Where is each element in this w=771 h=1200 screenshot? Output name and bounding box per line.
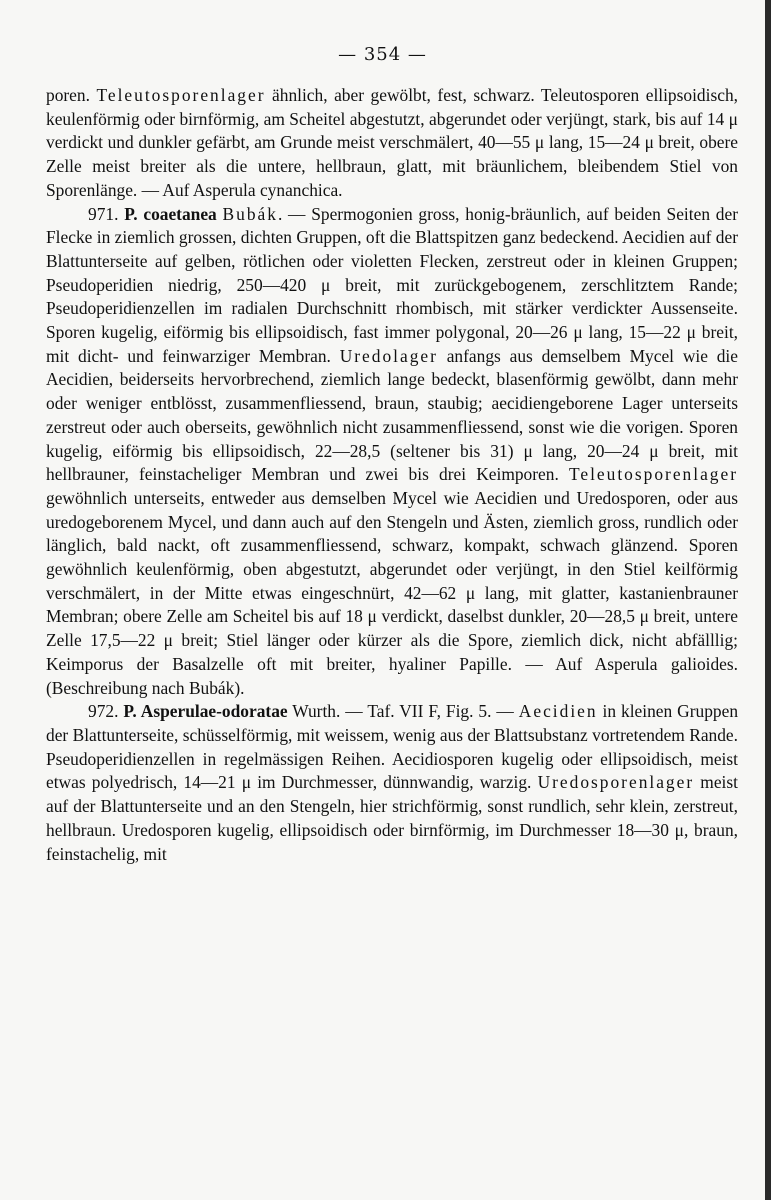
text-segment: Wurth. — Taf. VII F, Fig. 5. — [287,701,519,722]
text-segment: poren. [46,85,97,105]
text-segment: Teleutosporenlager [568,464,738,485]
text-segment: Uredosporenlager [537,772,695,793]
text-segment: P. Asperulae-odoratae [123,701,288,722]
text-segment: Aecidien [518,701,598,722]
text-segment: Bubák [222,203,278,224]
text-segment: anfangs aus demselbem Mycel wie die Aecidien, beiderseits hervorbrechend, ziemlich lange bedeckt, blasenförmig gewölbt, dann mehr oder weniger entblösst, zusammenfliessend, braun, staubig; aecidiengeborene Lager unterseits zerstreut oder auch oberseits, gewöhnlich nicht zusammenfliessend, sonst wie die vorigen. Sporen kugelig, eiförmig bis ellipsoidisch, 22—28,5 (seltener bis 31) μ lang, 20—24 μ breit, mit hellbrauner, feinstacheliger Membran und zwei bis drei Keimporen. [46,345,738,485]
entry-971 [46,203,738,701]
paragraph-continuation [46,84,738,203]
text-segment: Teleutosporenlager [96,85,266,105]
text-segment: in kleinen Gruppen der Blattunterseite, schüsselförmig, mit weissem, wenig aus der Blattsubstanz vortretendem Rande. Pseudoperidienzellen in regelmässigen Reihen. Aecidiosporen kugelig oder ellipsoidisch, meist etwas polyedrisch, 14—21 μ im Durchmesser, dünnwandig, warzig. [46,701,739,793]
text-segment: P. coaetanea [124,203,217,224]
text-segment: 971. [88,203,125,224]
text-segment: 972. [88,701,124,722]
text-segment: gewöhnlich unterseits, entweder aus demselben Mycel wie Aecidien und Uredosporen, oder aus uredogeborenem Mycel, und dann auch auf den Stengeln und Ästen, ziemlich gross, rundlich oder länglich, bald nackt, oft zusammenfliessend, schwarz, kompakt, schwach glänzend. Sporen gewöhnlich keulenförmig, oben abgestutzt, abgerundet oder verjüngt, in den Stiel keilförmig verschmälert, in der Mitte etwas eingeschnürt, 42—62 μ lang, mit glatter, kastanienbrauner Membran; obere Zelle am Scheitel bis auf 18 μ verdickt, daselbst dunkler, 20—28,5 μ breit, untere Zelle 17,5—22 μ breit; Stiel länger oder kürzer als die Spore, ziemlich dick, nicht abfälllig; Keimporus der Basalzelle oft mit breiter, hyaliner Papille. — Auf Asperula galioides. (Beschreibung nach Bubák). [46,487,738,698]
body-text [46,84,738,866]
text-segment: meist auf der Blattunterseite und an den Stengeln, hier strichförmig, sonst rundlich, sehr klein, zerstreut, hellbraun. Uredosporen kugelig, ellipsoidisch oder birnförmig, im Durchmesser 18—30 μ, braun, feinstachelig, mit [46,772,738,864]
text-segment: Uredolager [339,345,438,366]
entry-972 [46,700,738,866]
page-number: — 354 — [338,44,427,65]
text-segment: ähnlich, aber gewölbt, fest, schwarz. Teleutosporen ellipsoidisch, keulenförmig oder birnförmig, am Scheitel abgestutzt, abgerundet oder verjüngt, stark, bis auf 14 μ verdickt und dunkler gefärbt, am Grunde meist verschmälert, 40—55 μ lang, 15—24 μ breit, obere Zelle meist breiter als die untere, hellbraun, glatt, mit bräunlichem, bleibendem Stiel von Sporenlänge. — Auf Asperula cynanchica. [46,85,738,200]
text-segment: . — Spermogonien gross, honig-bräunlich, auf beiden Seiten der Flecke in ziemlich grossen, dichten Gruppen, oft die Blattspitzen ganz bedeckend. Aecidien auf der Blattunterseite auf gelben, rötlichen oder violetten Flecken, zerstreut oder in kleinen Gruppen; Pseudoperidien niedrig, 250—420 μ breit, mit zurückgebogenem, zerschlitztem Rande; Pseudoperidienzellen im radialen Durchschnitt rhombisch, mit stärker verdickter Aussenseite. Sporen kugelig, eiförmig bis ellipsoidisch, fast immer polygonal, 20—26 μ lang, 15—22 μ breit, mit dicht- und feinwarziger Membran. [46,203,738,366]
